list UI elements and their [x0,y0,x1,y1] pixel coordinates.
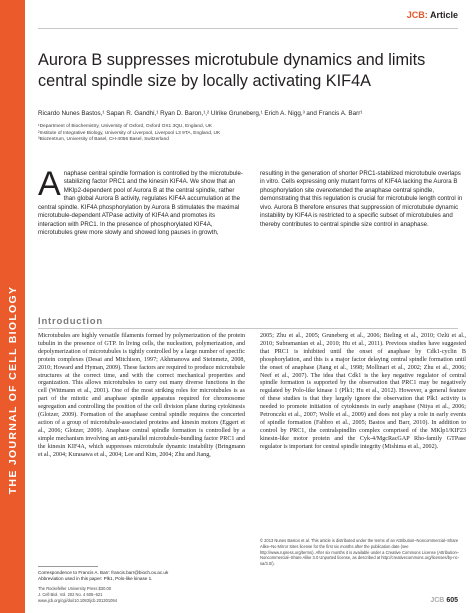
header-section: Article [429,10,458,20]
citation-line: J. Cell Biol. Vol. 202 No. 4 605–621 [38,591,103,597]
correspondence-line: Correspondence to Francis A. Barr: francis.barr@bioch.ox.ac.uk [38,570,169,575]
sidebar-journal-name: THE JOURNAL OF CELL BIOLOGY [6,285,19,495]
author-list: Ricardo Nunes Bastos,¹ Sapan R. Gandhi,¹ Ryan D. Baron,¹,² Ulrike Gruneberg,¹ Erich A. Nigg,³ and Francis A. Barr¹ [38,110,363,117]
abstract-right-column: resulting in the generation of shorter PRC1-stabilized microtubule overlaps in vitro. Cells expressing only mutant forms of KIF4A lacking the Aurora B phosphorylation site overextended the anaphase central spindle, demonstrating that this regulation is crucial for microtubule length control in vivo. Aurora B therefore ensures that suppression of microtubule dynamic instability by KIF4A is restricted to a specific subset of microtubules and thereby contributes to central spindle size control in anaphase. [260,170,463,228]
affiliations [38,124,468,144]
correspondence-footnote [38,570,248,583]
doi-link[interactable]: www.jcb.org/cgi/doi/10.1083/jcb.201301094 [38,597,117,603]
footer-journal: JCB [430,597,445,604]
affiliation-1: ¹Department of Biochemistry, University of Oxford, Oxford OX1 3QU, England, UK [38,124,212,129]
publisher-line: The Rockefeller University Press $30.00 [38,586,112,591]
section-divider [38,328,458,329]
abstract-dropcap: A [38,165,61,203]
header-journal: JCB: [406,10,428,20]
abstract-left-text: naphase central spindle formation is controlled by the microtubule-stabilizing factor PRC1 and the kinesin KIF4A. We show that an MKlp2-dependent pool of Aurora B at the central spindle, rather than global Aurora B activity, regulates KIF4A accumulation at the central spindle. KIF4A phosphorylation by Aurora B stimulates the maximal microtubule-dependent ATPase activity of KIF4A and promotes its interaction with PRC1. In the presence of phosphorylated KIF4A, microtubules grew more slowly and showed long pauses in growth, [38,170,243,237]
journal-sidebar [0,0,25,613]
publisher-info [38,586,238,603]
license-notice: © 2013 Nunes Bastos et al. This article is distributed under the terms of an Attribution–Noncommercial–Share Alike–No Mirror Sites license for the first six months after the publication date (see http://www.rupress.org/terms). After six months it is available under a Creative Commons License (Attribution–Noncommercial–Share Alike 3.0 Unported license, as described at http://creativecommons.org/licenses/by-nc-sa/3.0/). [260,538,460,567]
section-heading: Introduction [38,316,104,327]
affiliation-2: ²Institute of Integrative Biology, University of Liverpool, Liverpool L3 9TA, England, UK [38,130,221,136]
affiliation-3: ³Biozentrum, University of Basel, CH-4056 Basel, Switzerland [38,137,169,143]
article-title: Aurora B suppresses microtubule dynamics and limits central spindle size by locally activating KIF4A [38,51,426,90]
body-right-column: 2005; Zhu et al., 2005; Gruneberg et al., 2006; Bieling et al., 2010; Ozlü et al., 2010; Subramanian et al., 2010; Hu et al., 2011). Previous studies have suggested that PRC1 is inhibited until the onset of anaphase by Cdk1-cyclin B phosphorylation, and this is a major factor delaying central spindle formation until the onset of anaphase (Jiang et al., 1998; Mollinari et al., 2002; Zhu et al., 2006; Neef et al., 2007). The idea that Cdk1 is the key negative regulator of central spindle formation is supported by the observation that PRC1 may be negatively regulated by Polo-like kinase 1 (Plk1; Hu et al., 2012). However, a general feature of these studies is that they largely ignore the observation that Plk1 activity is needed to promote initiation of cytokinesis in early anaphase (Niiya et al., 2006; Petronczki et al., 2007; Wolfe et al., 2009) and does not play a role in early events of spindle formation (Fabbro et al., 2005; Bastos and Barr, 2010). In addition to control by PRC1, the centralspindlin complex comprised of the MKlp1/KIF23 kinesin-like motor protein and the Cyk-4/MgcRacGAP Rho-family GTPase regulator is important for central spindle integrity (Mishima et al., 2002). [260,333,466,450]
page-number: 605 [446,597,458,604]
journal-header [407,10,458,20]
footnote-divider [38,566,98,567]
abstract-left-column [38,165,243,238]
page-footer [430,597,458,604]
top-divider [38,28,458,29]
abbreviation-line: Abbreviation used in this paper: Plk1, Polo-like kinase 1. [38,576,153,582]
body-left-column: Microtubules are highly versatile filaments formed by polymerization of the protein tubulin in the presence of GTP. In living cells, the nucleation, polymerization, and depolymerization of microtubules is tightly controlled by a large number of specific protein complexes (Desai and Mitchison, 1997; Akhmanova and Steinmetz, 2008, 2010; Howard and Hyman, 2009). These factors are required to produce microtubule structures at the correct time, and with the correct mechanical properties and organization. This allows microtubules to carry out many diverse functions in the cell (Wittmann et al., 2001). One of the most striking roles for microtubules is as part of the mitotic and anaphase spindle apparatus required for chromosome segregation and controlling the position of the cell division plane during cytokinesis (Glotzer, 2009). Formation of the anaphase central spindle requires the concerted action of a group of microtubule-associated proteins and kinesin motors (Eggert et al., 2006; Glotzer, 2009). Anaphase central spindle formation is controlled by a simple mechanism involving an anti-parallel microtubule-bundling factor PRC1 and the kinesin KIF4A, which suppresses microtubule dynamic instability (Bringmann et al., 2004; Kurasawa et al., 2004; Lee and Kim, 2004; Zhu and Jiang, [38,333,245,458]
